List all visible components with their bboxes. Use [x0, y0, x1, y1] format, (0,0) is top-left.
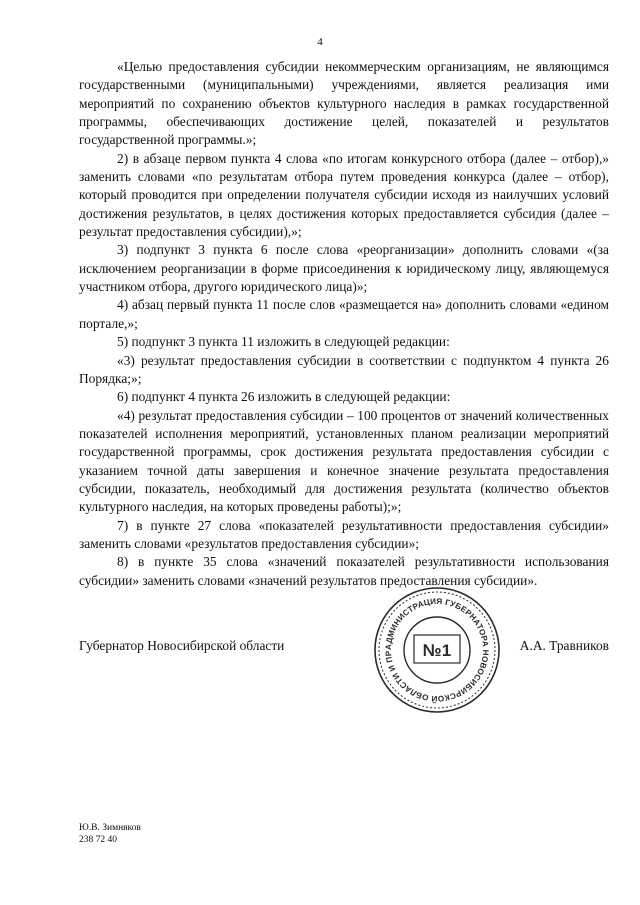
signature-block: [79, 638, 609, 658]
seal-icon: [372, 585, 502, 715]
paragraph-7: 6) подпункт 4 пункта 26 изложить в следующей редакции:: [117, 389, 451, 405]
svg-text:№1: №1: [422, 641, 452, 660]
signatory-name: А.А. Травников: [519, 638, 609, 653]
paragraph-2: 2) в абзаце первом пункта 4 слова «по итогам конкурсного отбора (далее – отбор),» заменить словами «по результатам отбора путем проведения конкурса (далее – отбор), который проводится при определении получателя субсидии исходя из наилучших условий достижения результатов, в целях достижения которых предоставляется субсидия (далее – результат предоставления субсидии),»;: [79, 150, 609, 240]
paragraph-4: 4) абзац первый пункта 11 после слов «размещается на» дополнить словами «едином портале,»;: [79, 297, 609, 331]
paragraph-1: «Целью предоставления субсидии некоммерческим организациям, не являющимся государственными (муниципальными) учреждениями, является реализация ими мероприятий по сохранению объектов культурного наследия в рамках государственной программы, обеспечивающих достижение целей, показателей и результатов государственной программы.»;: [79, 59, 609, 148]
executor-phone: 238 72 40: [79, 835, 117, 845]
paragraph-5: 5) подпункт 3 пункта 11 изложить в следующей редакции:: [117, 334, 450, 350]
page-number: 4: [317, 36, 323, 48]
executor-name: Ю.В. Зимняков: [79, 823, 141, 833]
svg-text:АДМИНИСТРАЦИЯ ГУБЕРНАТОРА НОВО: АДМИНИСТРАЦИЯ ГУБЕРНАТОРА НОВОСИБИРСКОЙ ОБЛАСТИ И ПР: [383, 596, 491, 704]
executor-info: [79, 822, 141, 846]
signatory-position: Губернатор Новосибирской области: [79, 638, 285, 653]
official-seal: [372, 585, 502, 715]
document-body: [79, 58, 609, 590]
paragraph-9: 7) в пункте 27 слова «показателей результативности предоставления субсидии» заменить словами «результатов предоставления субсидии»;: [79, 517, 609, 551]
paragraph-8: «4) результат предоставления субсидии – 100 процентов от значений количественных показателей исполнения мероприятий, установленных планом реализации мероприятий государственной программы, срок достижения результата предоставления субсидии с указанием точной даты завершения и конечное значение результата предоставления субсидии, показатель, необходимый для достижения результата (количество объектов культурного наследия, на которых проведены работы);»;: [79, 407, 609, 515]
paragraph-3: 3) подпункт 3 пункта 6 после слова «реорганизации» дополнить словами «(за исключением реорганизации в форме присоединения к юридическому лицу, являющемуся участником отбора, другого юридического лица)»;: [79, 242, 609, 295]
paragraph-6: «3) результат предоставления субсидии в соответствии с подпунктом 4 пункта 26 Порядка;»;: [79, 352, 609, 386]
paragraph-10: 8) в пункте 35 слова «значений показателей результативности использования субсидии» заменить словами «значений результатов предоставления субсидии».: [79, 554, 609, 588]
